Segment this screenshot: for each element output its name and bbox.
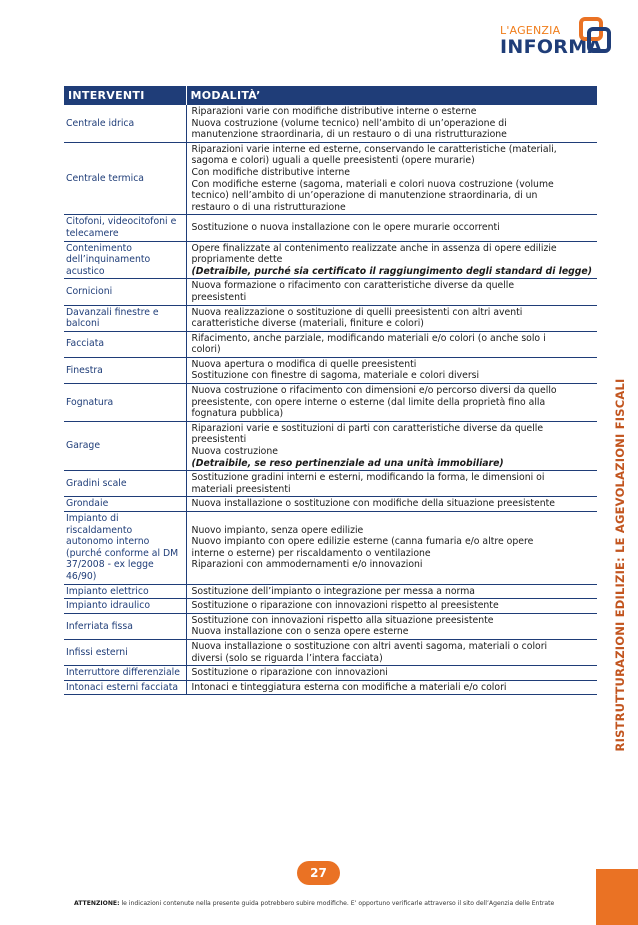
modalita-note: (Detraibile, purché sia certificato il raggiungimento degli standard di legge) <box>191 265 592 277</box>
modalita-line: tecnico) nell’ambito di un’operazione di manutenzione straordinaria, di un <box>191 190 538 202</box>
intervento-cell: Interruttore differenziale <box>64 666 186 681</box>
modalita-line: Nuova installazione o sostituzione con modifiche della situazione preesistente <box>191 498 556 510</box>
table-row <box>64 613 597 639</box>
modalita-cell <box>186 305 597 331</box>
intervento-cell: Gradini scale <box>64 471 186 497</box>
orange-side-bar <box>596 869 638 925</box>
modalita-line: sagoma e colori) uguali a quelle preesistenti (opere murarie) <box>191 155 475 167</box>
modalita-cell <box>186 357 597 383</box>
table-row <box>64 305 597 331</box>
modalita-line: Nuova installazione con o senza opere esterne <box>191 626 409 638</box>
modalita-line: Nuova costruzione <box>191 446 278 458</box>
table-header-row <box>64 86 597 105</box>
header-modalita: MODALITÀ’ <box>186 86 597 105</box>
table-row <box>64 105 597 142</box>
modalita-cell <box>186 471 597 497</box>
modalita-cell <box>186 584 597 599</box>
intervento-cell: Fognatura <box>64 384 186 422</box>
intervento-cell: Finestra <box>64 357 186 383</box>
modalita-cell <box>186 639 597 665</box>
modalita-line: fognatura pubblica) <box>191 408 284 420</box>
logo-line1: L'AGENZIA <box>500 24 561 37</box>
intervento-cell: Citofoni, videocitofoni e telecamere <box>64 215 186 241</box>
modalita-line: Sostituzione con innovazioni rispetto alla situazione preesistente <box>191 614 494 626</box>
modalita-line: Riparazioni varie e sostituzioni di parti con caratteristiche diverse da quelle <box>191 422 544 434</box>
modalita-line: propriamente dette <box>191 254 283 266</box>
modalita-cell <box>186 215 597 241</box>
modalita-cell <box>186 142 597 215</box>
page-number: 27 <box>297 861 340 885</box>
modalita-line: Nuovo impianto, senza opere edilizie <box>191 524 364 536</box>
modalita-line: preesistenti <box>191 434 247 446</box>
modalita-line: Sostituzione o nuova installazione con le opere murarie occorrenti <box>191 222 500 234</box>
modalita-cell <box>186 331 597 357</box>
table-row <box>64 599 597 614</box>
table-row <box>64 639 597 665</box>
modalita-line: Riparazioni varie interne ed esterne, conservando le caratteristiche (materiali, <box>191 143 557 155</box>
modalita-cell <box>186 384 597 422</box>
modalita-line: Sostituzione dell’impianto o integrazione per messa a norma <box>191 585 475 597</box>
interventions-table <box>64 86 597 695</box>
modalita-note: (Detraibile, se reso pertinenziale ad una unità immobiliare) <box>191 457 504 469</box>
table-row <box>64 241 597 279</box>
table-row <box>64 666 597 681</box>
modalita-line: restauro o di una ristrutturazione <box>191 201 346 213</box>
modalita-line: Nuova costruzione (volume tecnico) nell’ambito di un’operazione di <box>191 117 507 129</box>
intervento-cell: Grondaie <box>64 497 186 512</box>
table-row <box>64 471 597 497</box>
modalita-line: Sostituzione o riparazione con innovazioni rispetto al preesistente <box>191 600 499 612</box>
modalita-cell <box>186 279 597 305</box>
footer-text: le indicazioni contenute nella presente guida potrebbero subire modifiche. E’ opportuno verificarle attraverso il sito dell’Agenzia delle Entrate <box>119 900 555 907</box>
modalita-line: caratteristiche diverse (materiali, finiture e colori) <box>191 318 424 330</box>
intervento-cell: Intonaci esterni facciata <box>64 680 186 695</box>
footer-label: ATTENZIONE: <box>74 900 120 907</box>
modalita-line: Intonaci e tinteggiatura esterna con modifiche a materiali e/o colori <box>191 681 507 693</box>
table-row <box>64 279 597 305</box>
intervento-cell: Inferriata fissa <box>64 613 186 639</box>
modalita-cell <box>186 680 597 695</box>
table-row <box>64 680 597 695</box>
modalita-cell <box>186 497 597 512</box>
intervento-cell: Cornicioni <box>64 279 186 305</box>
modalita-line: colori) <box>191 344 221 356</box>
intervento-cell: Centrale idrica <box>64 105 186 142</box>
table-row <box>64 421 597 470</box>
table-row <box>64 384 597 422</box>
modalita-line: Con modifiche distributive interne <box>191 166 350 178</box>
modalita-line: diversi (solo se riguarda l’intera facciata) <box>191 652 383 664</box>
modalita-line: materiali preesistenti <box>191 483 291 495</box>
modalita-line: Nuova installazione o sostituzione con altri aventi sagoma, materiali o colori <box>191 640 548 652</box>
intervento-cell: Impianto elettrico <box>64 584 186 599</box>
intervento-cell: Garage <box>64 421 186 470</box>
modalita-cell <box>186 666 597 681</box>
modalita-cell <box>186 421 597 470</box>
logo-mark-icon <box>578 16 612 54</box>
modalita-line: Sostituzione o riparazione con innovazioni <box>191 667 388 679</box>
modalita-line: interne o esterne) per riscaldamento o ventilazione <box>191 547 431 559</box>
modalita-line: Sostituzione gradini interni e esterni, modificando la forma, le dimensioni oi <box>191 472 545 484</box>
table-row <box>64 497 597 512</box>
modalita-cell <box>186 613 597 639</box>
modalita-line: manutenzione straordinaria, di un restauro o di una ristrutturazione <box>191 129 507 141</box>
modalita-line: Riparazioni con ammodernamenti e/o innovazioni <box>191 559 423 571</box>
modalita-cell <box>186 241 597 279</box>
modalita-cell <box>186 512 597 585</box>
intervento-cell: Impianto di riscaldamento autonomo interno (purché conforme al DM 37/2008 - ex legge 46/90) <box>64 512 186 585</box>
intervento-cell: Infissi esterni <box>64 639 186 665</box>
table-row <box>64 142 597 215</box>
modalita-line: Con modifiche esterne (sagoma, materiali e colori nuova costruzione (volume <box>191 178 554 190</box>
modalita-line: Nuova realizzazione o sostituzione di quelli preesistenti con altri aventi <box>191 306 523 318</box>
table-row <box>64 331 597 357</box>
modalita-line: preesistenti <box>191 291 247 303</box>
table-row <box>64 584 597 599</box>
modalita-line: Nuova apertura o modifica di quelle preesistenti <box>191 358 417 370</box>
modalita-line: Nuovo impianto con opere edilizie esterne (canna fumaria e/o altre opere <box>191 536 534 548</box>
intervento-cell: Impianto idraulico <box>64 599 186 614</box>
modalita-line: Nuova costruzione o rifacimento con dimensioni e/o percorso diversi da quello <box>191 385 557 397</box>
footer-note <box>74 900 554 907</box>
logo-line2: INFORMA <box>500 36 603 58</box>
side-title-text: RISTRUTTURAZIONI EDILIZIE: LE AGEVOLAZIONI FISCALI <box>612 378 627 752</box>
modalita-line: preesistente, con opere interne o esterne (dal limite della proprietà fino alla <box>191 396 546 408</box>
table-row <box>64 512 597 585</box>
modalita-line: Nuova formazione o rifacimento con caratteristiche diverse da quelle <box>191 280 515 292</box>
modalita-line: Rifacimento, anche parziale, modificando materiali e/o colori (o anche solo i <box>191 332 546 344</box>
intervento-cell: Davanzali finestre e balconi <box>64 305 186 331</box>
intervento-cell: Contenimento dell’inquinamento acustico <box>64 241 186 279</box>
modalita-line: Sostituzione con finestre di sagoma, materiale e colori diversi <box>191 370 480 382</box>
header-interventi: INTERVENTI <box>64 86 186 105</box>
modalita-cell <box>186 105 597 142</box>
modalita-line: Riparazioni varie con modifiche distributive interne o esterne <box>191 106 477 117</box>
side-title <box>611 298 628 832</box>
table-row <box>64 357 597 383</box>
intervento-cell: Facciata <box>64 331 186 357</box>
modalita-line: Opere finalizzate al contenimento realizzate anche in assenza di opere edilizie <box>191 242 557 254</box>
modalita-cell <box>186 599 597 614</box>
agenzia-informa-logo <box>496 14 614 64</box>
table-row <box>64 215 597 241</box>
intervento-cell: Centrale termica <box>64 142 186 215</box>
